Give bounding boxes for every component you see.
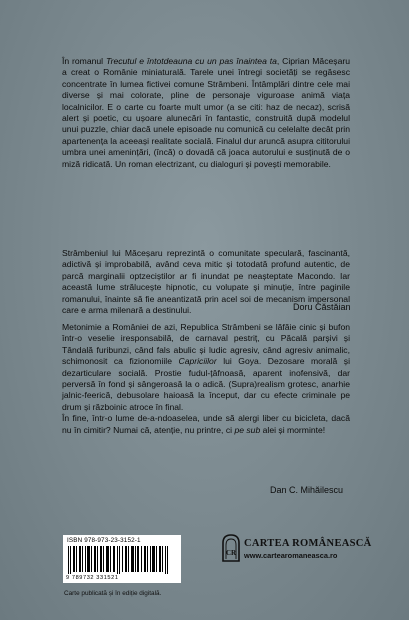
publisher-logo-letters: CR — [225, 549, 237, 557]
review-1-text-rest: , Ciprian Măceșaru a creat o Românie miniaturală. Tarele unei întregi societăți se regăsesc concentrate în lumea fictivei comune Strâmbeni. Întâmplări dintre cele mai diverse și mai colorate, pline de personaje viguroase animă viața localnicilor. E o carte cu foarte mult umor (a se citi: haz de necaz), scrisă alert și poetic, cu ușoare alunecări în fantastic, construită după modelul unui puzzle, chiar dacă unele episoade nu comunică cu celelalte decât prin apartenența la aceeași realitate socială. Finalul dur aruncă asupra cititorului umbra unei amenințări, (încă) o dovadă că joaca autorului e susținută de o miză ridicată. Un roman electrizant, cu dialoguri și povești memorabile. — [62, 56, 350, 169]
review-2-paragraph: Strâmbeniul lui Măceșaru reprezintă o comunitate speculară, fascinantă, adictivă și improbabilă, având ceva mitic și totodată profund autentic, de parcă marginalii optzeciștilor ar fi inundat pe neașteptate Macondo. Iar această lume strălucește hipnotic, cu volupate și minuție, între paginile romanului, înainte să fie aneantizată prin acel soi de mecanism impersonal care e arma milenară a destinului. — [62, 248, 350, 316]
barcode-icon — [66, 546, 178, 574]
review-1-paragraph — [62, 56, 350, 170]
review-3-p2-rest: alei și morminte! — [260, 424, 326, 435]
review-3-p2-italic: pe sub — [234, 424, 261, 435]
novel-title: Trecutul e întotdeauna cu un pas înaintea ta — [105, 56, 277, 66]
review-3-p1-start: Metonimie a României de azi, Republica Strâmbeni se lăfăie cinic și bufon într-o veselie iresponsabilă, de carnaval pestriț, cu Păcală parșivi și Tândală furibunzi, când fals abulic și ludic agresiv, când agresiv animalic, schimonosit ca fizionomiile — [62, 322, 350, 367]
review-3 — [62, 322, 350, 436]
review-1-text-start: În romanul — [62, 56, 106, 66]
review-1 — [62, 56, 350, 170]
barcode-digits: 9 789732 331521 — [66, 575, 119, 581]
digital-edition-note: Carte publicată și în ediție digitală. — [64, 590, 162, 597]
review-2-author: Doru Căstăian — [293, 302, 351, 312]
review-3-p1-italic: Capriciilor — [178, 356, 217, 367]
publisher-url: www.cartearomaneasca.ro — [244, 551, 338, 560]
review-3-author: Dan C. Mihăilescu — [270, 485, 344, 495]
review-3-paragraph-2 — [62, 413, 350, 436]
publisher-name: CARTEA ROMÂNEASCĂ — [244, 538, 372, 549]
review-3-paragraph-1 — [62, 322, 350, 413]
review-3-p1-rest: lui Goya. Dezosare morală și dezarticulare socială. Prostie fudul-țâfnoasă, aparent inofensivă, dar perversă în fond și sângeroasă la o adică. (Supra)realism grotesc, anarhie jalnic-feerică, debusolare haioasă la început, dar cu efecte criminale pe drum și războinic atroce în final. — [62, 356, 351, 412]
isbn-barcode — [63, 535, 181, 583]
review-3-p2-start: În fine, într-o lume de-a-ndoaselea, unde să alergi liber cu bicicleta, dacă nu în cimitir? Numai că, atenție, nu printre, ci — [62, 413, 350, 435]
publisher-logo-icon — [220, 533, 242, 563]
isbn-label: ISBN 978-973-23-3152-1 — [67, 537, 141, 544]
